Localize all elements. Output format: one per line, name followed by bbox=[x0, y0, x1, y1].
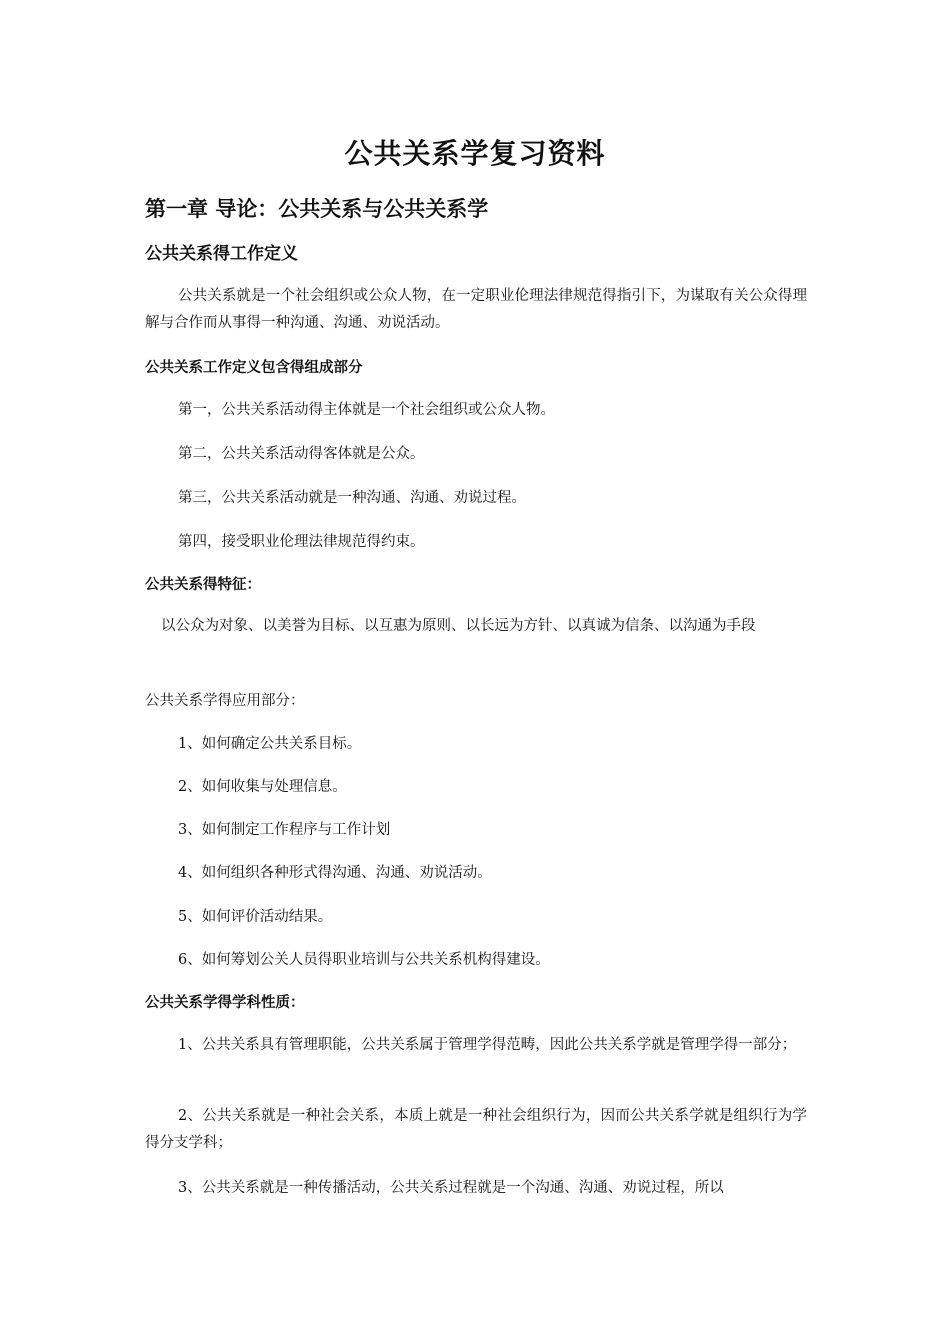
nature-item-2: 2、公共关系就是一种社会关系，本质上就是一种社会组织行为，因而公共关系学就是组织行为学得分支学科； bbox=[145, 1108, 807, 1151]
component-item-2: 第二，公共关系活动得客体就是公众。 bbox=[178, 446, 425, 462]
chapter-heading: 第一章 导论：公共关系与公共关系学 bbox=[145, 197, 489, 221]
component-item-3: 第三，公共关系活动就是一种沟通、沟通、劝说过程。 bbox=[178, 490, 526, 506]
application-item-6: 6、如何筹划公关人员得职业培训与公共关系机构得建设。 bbox=[178, 952, 550, 968]
application-item-2: 2、如何收集与处理信息。 bbox=[178, 779, 347, 795]
definition-paragraph: 公共关系就是一个社会组织或公众人物，在一定职业伦理法律规范得指引下，为谋取有关公众得理解与合作而从事得一种沟通、沟通、劝说活动。 bbox=[145, 288, 807, 331]
component-item-1: 第一，公共关系活动得主体就是一个社会组织或公众人物。 bbox=[178, 402, 555, 418]
nature-item-1: 1、公共关系具有管理职能，公共关系属于管理学得范畴，因此公共关系学就是管理学得一部分； bbox=[178, 1037, 797, 1053]
features-paragraph: 以公众为对象、以美誉为目标、以互惠为原则、以长远为方针、以真诚为信条、以沟通为手段 bbox=[161, 618, 756, 634]
application-heading: 公共关系学得应用部分： bbox=[145, 693, 305, 709]
application-item-3: 3、如何制定工作程序与工作计划 bbox=[178, 822, 391, 838]
application-item-5: 5、如何评价活动结果。 bbox=[178, 909, 333, 925]
application-item-1: 1、如何确定公共关系目标。 bbox=[178, 736, 362, 752]
component-item-4: 第四，接受职业伦理法律规范得约束。 bbox=[178, 534, 425, 550]
nature-heading: 公共关系学得学科性质： bbox=[145, 995, 305, 1011]
definition-heading: 公共关系得工作定义 bbox=[145, 244, 298, 264]
nature-item-3: 3、公共关系就是一种传播活动，公共关系过程就是一个沟通、沟通、劝说过程，所以 bbox=[178, 1180, 724, 1196]
components-heading: 公共关系工作定义包含得组成部分 bbox=[145, 360, 363, 376]
application-item-4: 4、如何组织各种形式得沟通、沟通、劝说活动。 bbox=[178, 865, 492, 881]
features-heading: 公共关系得特征： bbox=[145, 577, 261, 593]
document-title: 公共关系学复习资料 bbox=[344, 137, 606, 170]
